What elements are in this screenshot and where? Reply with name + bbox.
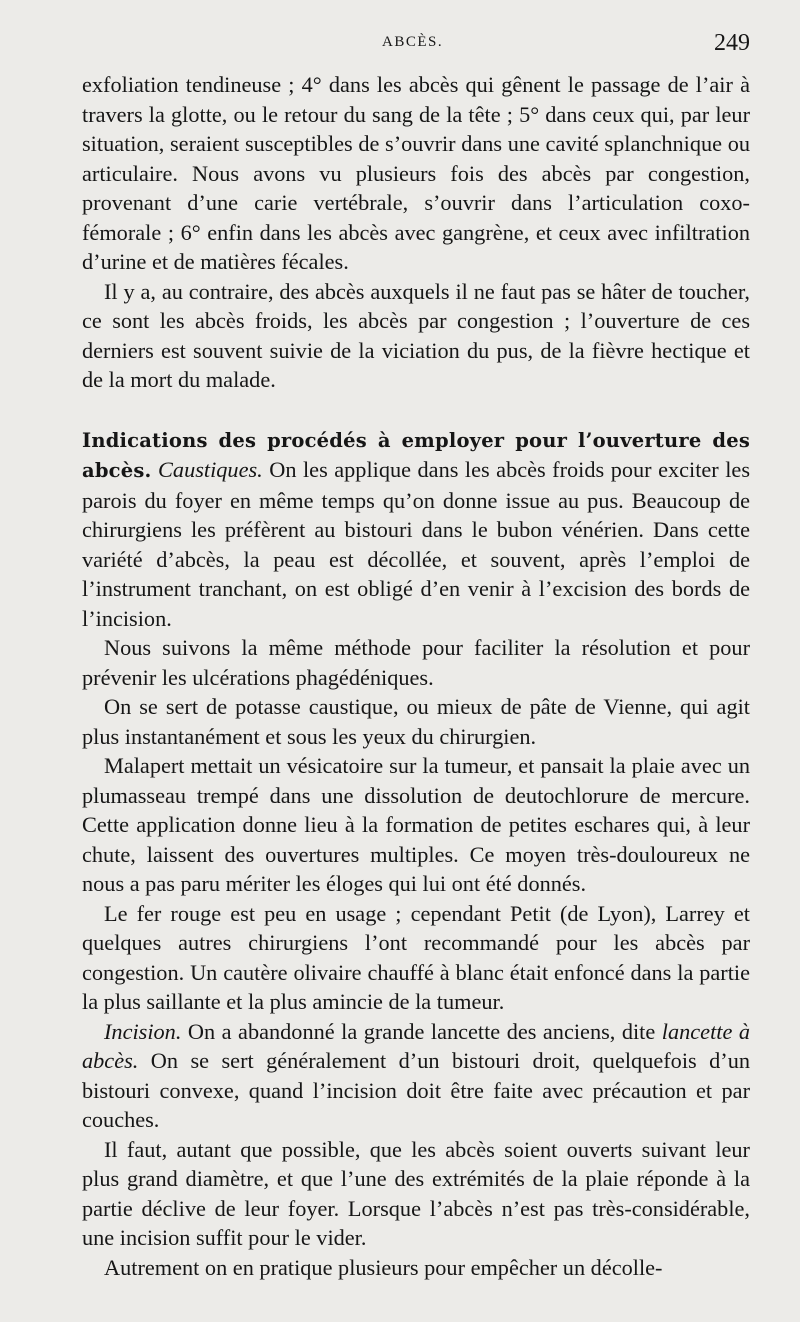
paragraph-incision [82,1017,750,1135]
paragraph-incision-text-a: On a abandonné la grande lancette des anciens, dite [181,1018,662,1044]
paragraph-autrement: Autrement on en pratique plusieurs pour empêcher un décolle- [104,1254,663,1280]
paragraph-potasse: On se sert de potasse caustique, ou mieux de pâte de Vienne, qui agit plus instantanément et sous les yeux du chirurgien. [82,694,750,749]
paragraph-incision-text-b: On se sert généralement d’un bistouri droit, quelquefois d’un bistouri convexe, quand l’incision doit être faite avec précaution et par couches. [82,1048,750,1132]
paragraph-diametre: Il faut, autant que possible, que les abcès soient ouverts suivant leur plus grand diamètre, et que l’une des extrémités de la plaie réponde à la partie déclive de leur foyer. Lorsque l’abcès n’est pas très-considérable, une incision suffit pour le vider. [82,1136,750,1250]
paragraph-method: Nous suivons la même méthode pour faciliter la résolution et pour prévenir les ulcérations phagédéniques. [82,635,750,690]
term-caustiques: Caustiques. [158,457,263,482]
paragraph-malapert: Malapert mettait un vésicatoire sur la tumeur, et pansait la plaie avec un plumasseau trempé dans une dissolution de deutochlorure de mercure. Cette application donne lieu à la formation de petites eschares qui, à leur chute, laissent des ouvertures multiples. Ce moyen très-douloureux ne nous a pas paru mériter les éloges qui lui ont été donnés. [82,753,750,896]
paragraph-continuation: exfoliation tendineuse ; 4° dans les abcès qui gênent le passage de l’air à travers la glotte, ou le retour du sang de la tête ; 5° dans ceux qui, par leur situation, seraient susceptibles de s’ouvrir dans une cavité splanchnique ou articulaire. Nous avons vu plusieurs fois des abcès par congestion, provenant d’une carie vertébrale, s’ouvrir dans l’articulation coxo-fémorale ; 6° enfin dans les abcès avec gangrène, et ceux avec infiltration d’urine et de matières fécales. [82,72,750,274]
running-head: ABCÈS. [382,34,444,50]
section-gap [82,395,750,425]
term-lancette: lancette à abcès. [82,1018,750,1073]
section-heading: Indications des procédés à employer pour l’ouverture des abcès. [82,428,750,482]
paragraph-cold-abscesses: Il y a, au contraire, des abcès auxquels il ne faut pas se hâter de toucher, ce sont les abcès froids, les abcès par congestion ; l’ouverture de ces derniers est souvent suivie de la viciation du pus, de la fièvre hectique et de la mort du malade. [82,278,750,392]
paragraph-indications [82,425,750,634]
page-header [82,0,750,70]
body-text [82,70,750,1282]
page-number: 249 [714,30,750,56]
paragraph-indications-text: On les applique dans les abcès froids pour exciter les parois du foyer en même temps qu’on donne issue au pus. Beaucoup de chirurgiens les préfèrent au bistouri dans le bubon vénérien. Dans cette variété d’abcès, la peau est décollée, et souvent, après l’emploi de l’instrument tranchant, on est obligé d’en venir à l’excision des bords de l’incision. [82,457,750,631]
term-incision: Incision. [104,1018,182,1044]
paragraph-fer-rouge: Le fer rouge est peu en usage ; cependant Petit (de Lyon), Larrey et quelques autres chirurgiens l’ont recommandé pour les abcès par congestion. Un cautère olivaire chauffé à blanc était enfoncé dans la partie la plus saillante et la plus amincie de la tumeur. [82,900,750,1014]
